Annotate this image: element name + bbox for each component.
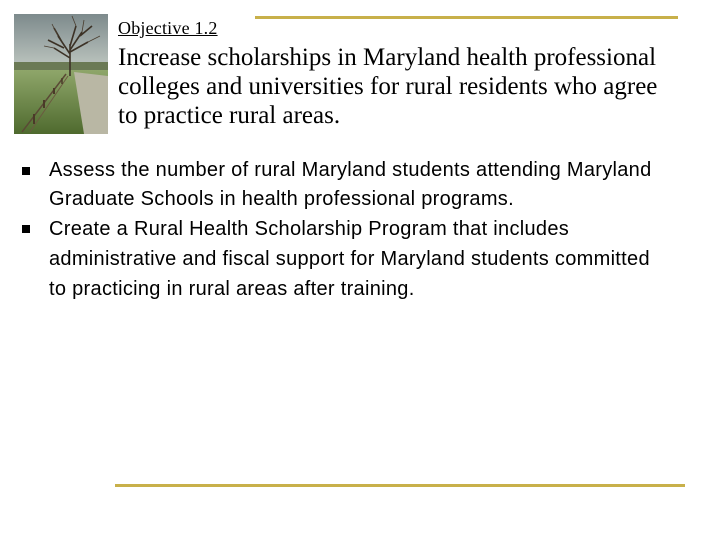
bullet-item — [22, 156, 672, 214]
square-bullet-icon — [22, 167, 30, 175]
bullet-list — [22, 156, 672, 304]
bullet-text: Create a Rural Health Scholarship Program that includes administrative and fiscal support for Maryland students committed to practicing in rural areas after training. — [49, 218, 650, 300]
square-bullet-icon — [22, 225, 30, 233]
top-rule — [255, 16, 678, 19]
bullet-text: Assess the number of rural Maryland students attending Maryland Graduate Schools in health professional programs. — [49, 159, 652, 210]
bullet-item — [22, 214, 672, 304]
objective-title: Increase scholarships in Maryland health professional colleges and universities for rural residents who agree to practice rural areas. — [118, 44, 658, 129]
rural-landscape-photo — [14, 14, 108, 134]
bottom-rule — [115, 484, 685, 487]
objective-label: Objective 1.2 — [118, 18, 218, 38]
